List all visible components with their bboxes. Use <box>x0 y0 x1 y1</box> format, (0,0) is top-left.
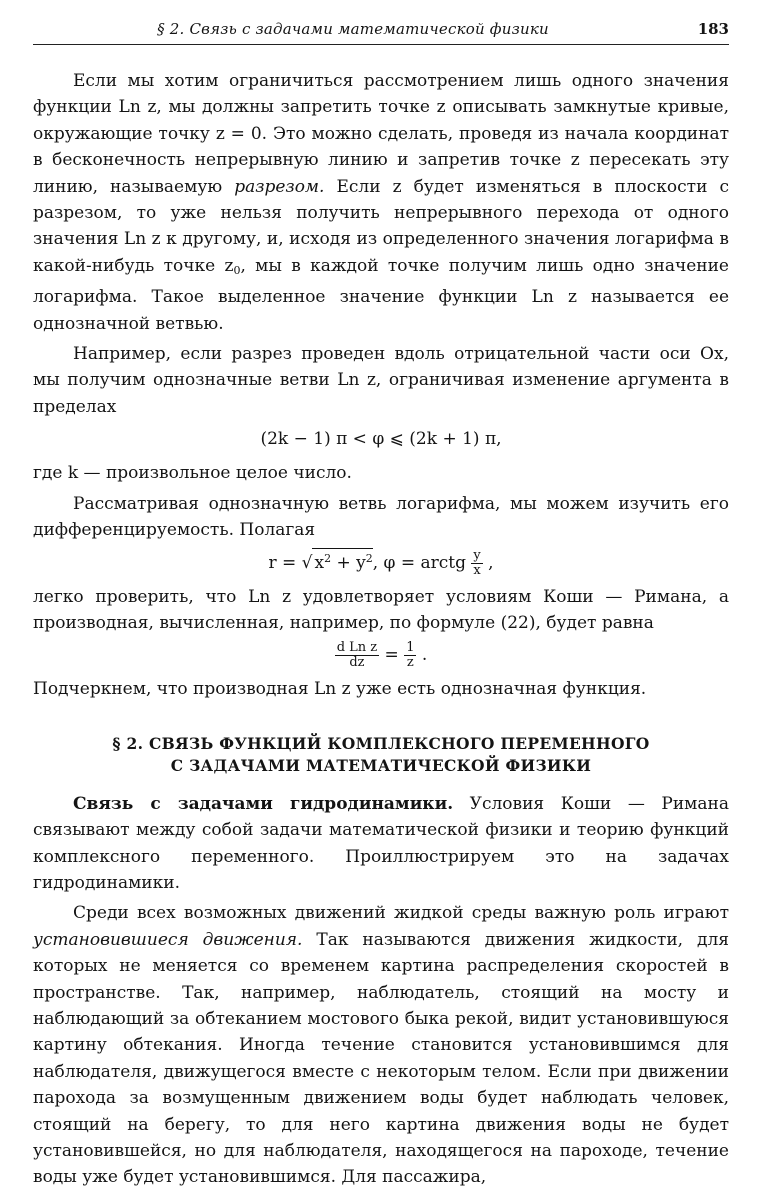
sqrt-radicand <box>312 548 372 573</box>
formula-part: + y <box>331 552 366 573</box>
superscript: 2 <box>324 551 332 565</box>
fraction-denominator: x <box>473 562 481 578</box>
formula-derivative <box>33 640 729 670</box>
page-number: 183 <box>697 20 729 38</box>
section-heading <box>33 733 729 777</box>
formula-argument-range: (2k − 1) π < φ ⩽ (2k + 1) π, <box>260 429 502 450</box>
main-text <box>33 68 729 1191</box>
formula-part: , <box>482 552 494 573</box>
formula-part: . <box>416 645 428 666</box>
paragraph-text: , мы в каждой точке получим лишь одно значение логарифма. Такое выделенное значение функции Ln z называется ее однозначной ветвью. <box>33 255 729 334</box>
run-in-heading: Связь с задачами гидродинамики. <box>73 793 454 814</box>
formula-polar: r = √ $x^2 + y^2$, φ = arctg $\frac{y}{x}$ , <box>268 547 494 578</box>
term-cut: разрезом. <box>234 176 325 197</box>
fraction-y-over-x <box>471 549 482 578</box>
paragraph-k-definition: где k — произвольное целое число. <box>33 463 352 484</box>
paragraph-text: Если z будет изменяться в плоскости с разрезом, то уже нельзя получить непрерывного перехода от одного значения Ln z к другому, и, исходя из определенного значения логарифма в какой-нибудь точке z <box>33 176 729 276</box>
formula-part: r = <box>268 552 302 573</box>
fraction-numerator: y <box>473 547 481 563</box>
paragraph-text: Так называются движения жидкости, для которых не меняется со временем картина распределения скоростей в пространстве. Так, например, наблюдатель, стоящий на мосту и наблюдающий за обтеканием мостового быка рекой, видит установившуюся картину обтекания. Иногда течение становится установившимся для наблюдателя, движущегося вместе с некоторым телом. Если при движении парохода за возмущенным движением воды будет наблюдать человек, стоящий на берегу, то для него картина движения воды не будет установившейся, но для наблюдателя, находящегося на пароходе, течение воды уже будет установившимся. Для пассажира, <box>33 929 729 1188</box>
paragraph-text: Условия Коши — Римана связывают между собой задачи математической физики и теорию функций комплексного переменного. Проиллюстрируем это на задачах гидродинамики. <box>33 793 729 893</box>
running-title: § 2. Связь с задачами математической физики <box>157 20 549 38</box>
fraction-denominator: z <box>406 655 414 671</box>
superscript: 2 <box>365 551 373 565</box>
paragraph-hydrodynamics <box>33 791 729 897</box>
fraction-denominator: dz <box>349 655 365 671</box>
paragraph-derivative-single-valued: Подчеркнем, что производная Ln z уже есть однозначная функция. <box>33 679 647 700</box>
paragraph-cauchy-riemann: легко проверить, что Ln z удовлетворяет условиям Коши — Римана, а производная, вычисленная, например, по формуле (22), будет равна <box>33 586 729 633</box>
fraction-numerator: d Ln z <box>336 640 378 656</box>
formula-part: , φ = arctg <box>372 552 472 573</box>
term-steady-motion: установившиеся движения. <box>33 929 303 950</box>
running-header <box>33 18 729 45</box>
fraction-dlnz-dz <box>335 641 379 670</box>
section-heading-line: § 2. СВЯЗЬ ФУНКЦИЙ КОМПЛЕКСНОГО ПЕРЕМЕННОГО <box>112 733 650 753</box>
formula-part: = <box>379 645 405 666</box>
fraction-numerator: 1 <box>406 640 415 656</box>
paragraph-text: Среди всех возможных движений жидкой среды важную роль играют <box>73 903 729 924</box>
paragraph-text: Если мы хотим ограничиться рассмотрением лишь одного значения функции Ln z, мы должны запретить точке z описывать замкнутые кривые, окружающие точку z = 0. Это можно сделать, проведя из начала координат в бесконечность непрерывную линию и запретив точке z пересекать эту линию, называемую <box>33 71 729 197</box>
fraction-one-over-z <box>404 641 416 670</box>
paragraph-example: Например, если разрез проведен вдоль отрицательной части оси Ox, мы получим однозначные ветви Ln z, ограничивая изменение аргумента в пределах <box>33 344 729 417</box>
formula-part: x <box>314 552 325 573</box>
subscript: 0 <box>233 263 241 277</box>
paragraph-differentiability: Рассматривая однозначную ветвь логарифма, мы можем изучить его дифференцируемость. Полагая <box>33 493 729 541</box>
paragraph-branch-definition <box>33 68 729 337</box>
paragraph-steady-motion <box>33 900 729 1190</box>
section-heading-line: С ЗАДАЧАМИ МАТЕМАТИЧЕСКОЙ ФИЗИКИ <box>170 755 592 775</box>
